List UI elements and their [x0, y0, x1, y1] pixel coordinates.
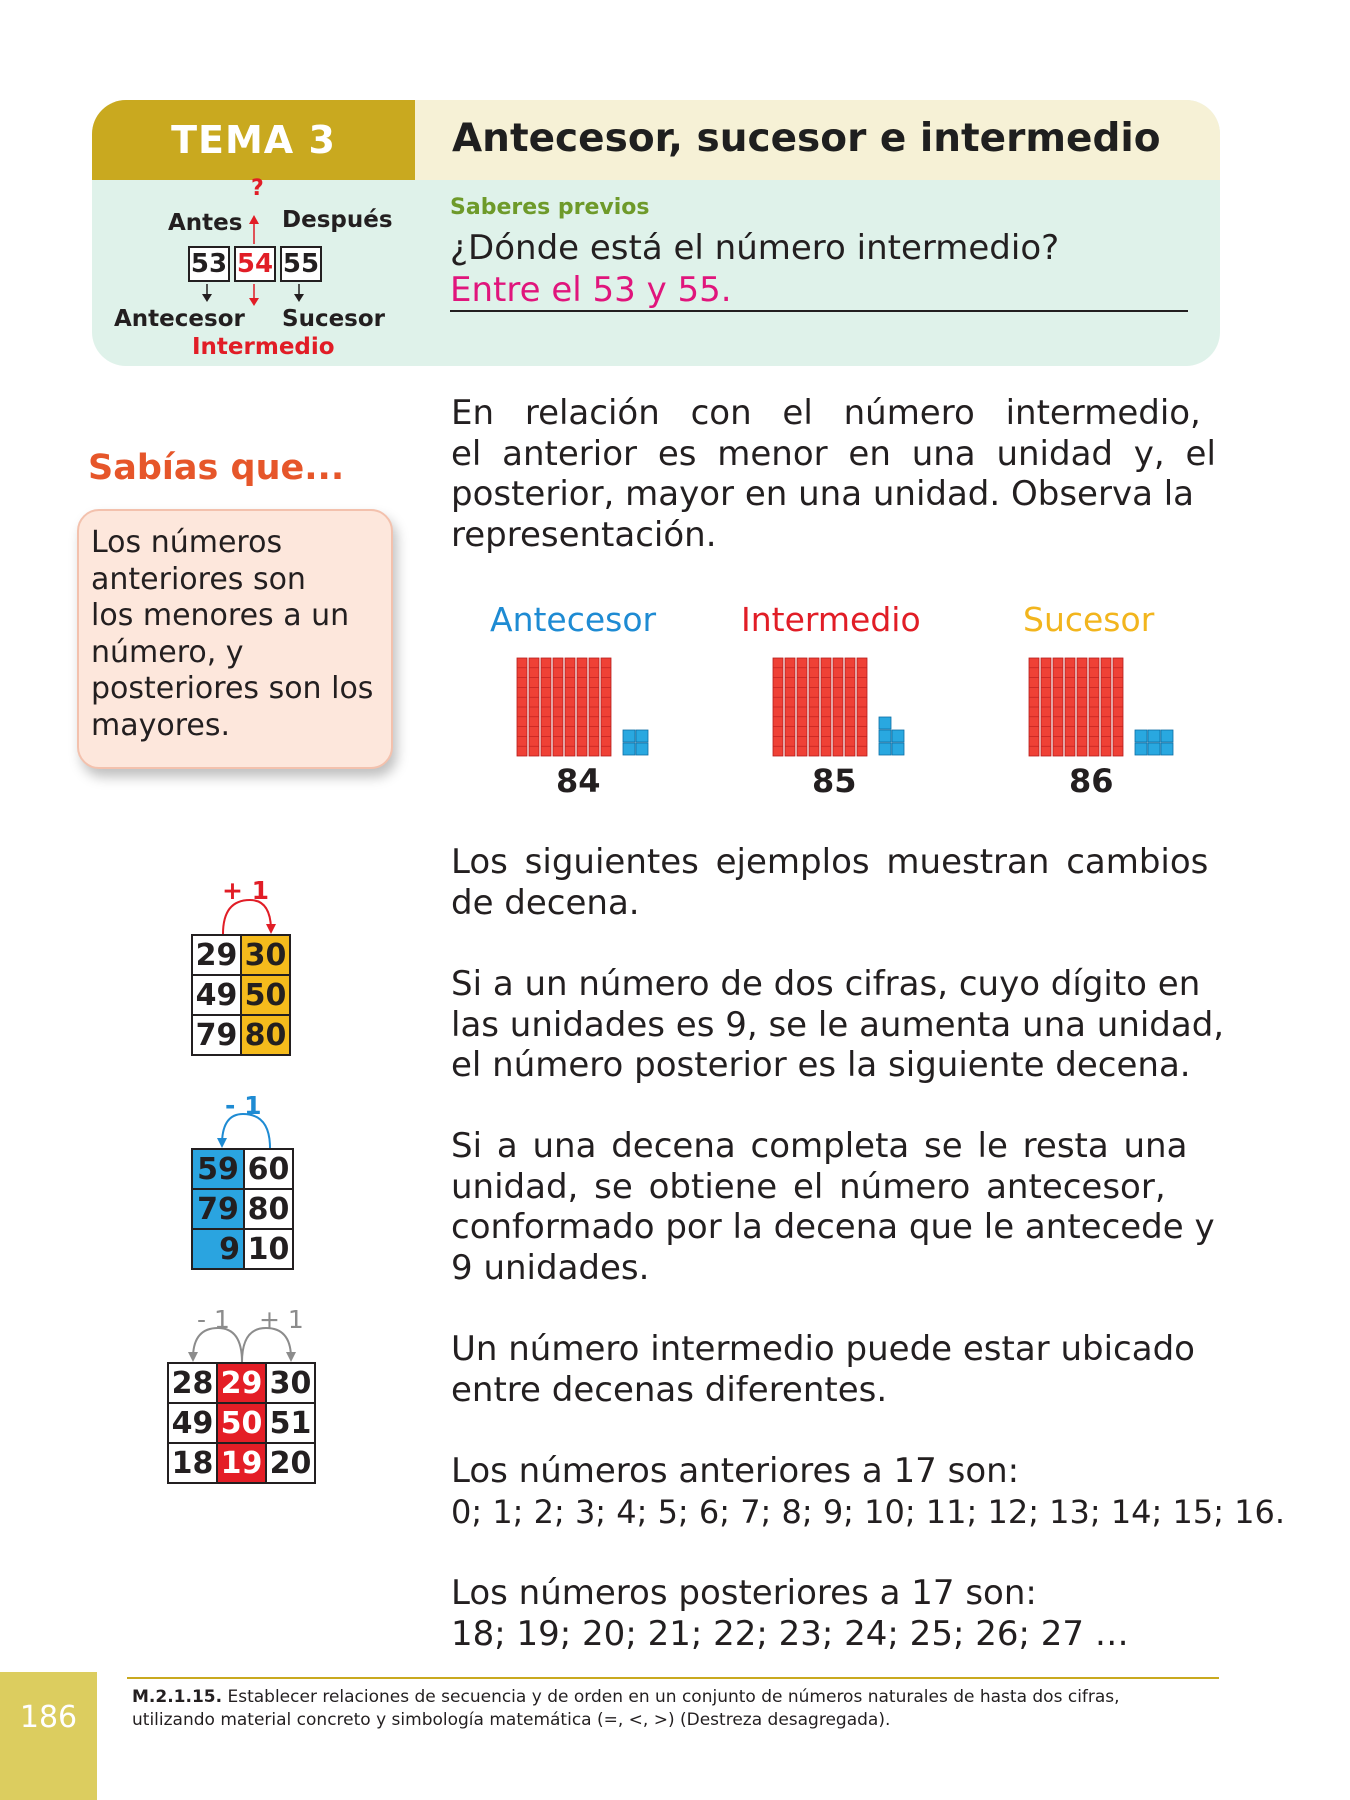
intermediate-block-label: Intermedio — [741, 600, 921, 639]
intermediate-number: 85 — [812, 762, 857, 800]
both-plus-label: + 1 — [259, 1305, 304, 1334]
after-label: Después — [282, 207, 393, 233]
question-mark: ? — [251, 176, 264, 201]
unit-cube — [1135, 743, 1147, 755]
topic-header — [92, 100, 1220, 366]
page-number-tab — [0, 1672, 97, 1800]
successor-box: 55 — [280, 246, 322, 282]
page-number: 186 — [19, 1700, 78, 1735]
unit-cube — [892, 743, 904, 755]
footer-rule — [127, 1677, 1219, 1679]
topic-title: Antecesor, sucesor e intermedio — [452, 116, 1161, 161]
plus-one-label: + 1 — [222, 876, 270, 905]
unit-cube — [879, 743, 891, 755]
blocks-drawing — [450, 650, 1220, 760]
successor-block-label: Sucesor — [1023, 600, 1155, 639]
predecessor-box: 53 — [188, 246, 230, 282]
predecessor-block-label: Antecesor — [490, 600, 657, 639]
unit-cube — [1161, 743, 1173, 755]
plus-one-table: 29 30 49 50 79 80 — [191, 934, 291, 1056]
both-minus-label: - 1 — [197, 1305, 230, 1334]
answer-underline — [450, 310, 1188, 312]
before-label: Antes — [168, 210, 243, 236]
base-ten-blocks — [450, 590, 1220, 810]
curriculum-note: M.2.1.15. Establecer relaciones de secuencia y de orden en un conjunto de números naturales de hasta dos cifras, utilizando material concreto y simbología matemática (=, <, >) (Destreza desagregada). — [132, 1687, 1120, 1730]
unit-cube — [636, 743, 648, 755]
examples-paragraph-6: Los números posteriores a 17 son: 18; 19; 20; 21; 22; 23; 24; 25; 26; 27 … — [451, 1573, 1129, 1654]
did-you-know-text: Los números anteriores son los menores a un número, y posteriores son los mayores. — [91, 525, 374, 743]
diagram-arrows — [182, 200, 342, 310]
successor-label: Sucesor — [282, 306, 386, 332]
examples-paragraph-2: Si a un número de dos cifras, cuyo dígito en las unidades es 9, se le aumenta una unidad, el número posterior es la siguiente decena. — [451, 964, 1225, 1085]
predecessor-number: 84 — [556, 762, 601, 800]
block-group-1 — [517, 658, 648, 756]
did-you-know-title: Sabías que... — [88, 448, 345, 488]
examples-paragraph-3: Si a una decena completa se le resta una unidad, se obtiene el número antecesor, conformado por la decena que le antecede y 9 unidades. — [451, 1126, 1215, 1288]
topic-number: TEMA 3 — [92, 100, 415, 180]
unit-cube — [1148, 743, 1160, 755]
minus-one-arrow — [208, 1108, 278, 1150]
examples-paragraph-5: Los números anteriores a 17 son: 0; 1; 2; 3; 4; 5; 6; 7; 8; 9; 10; 11; 12; 13; 14; 15; 16. — [451, 1451, 1286, 1531]
block-group-2 — [773, 658, 904, 756]
predecessor-label: Antecesor — [114, 306, 245, 332]
unit-cube — [623, 743, 635, 755]
did-you-know-box — [77, 509, 393, 769]
plus-one-arrow — [215, 894, 285, 936]
prior-knowledge-label: Saberes previos — [450, 195, 650, 220]
prior-knowledge-answer: Entre el 53 y 55. — [450, 270, 732, 310]
unit-cube — [623, 730, 635, 742]
prior-knowledge-question: ¿Dónde está el número intermedio? — [450, 228, 1060, 268]
minus-one-label: - 1 — [225, 1091, 262, 1120]
examples-paragraph-4: Un número intermedio puede estar ubicado entre decenas diferentes. — [451, 1329, 1195, 1410]
successor-number: 86 — [1069, 762, 1114, 800]
unit-cube — [879, 717, 891, 729]
intermediate-box: 54 — [234, 246, 276, 282]
unit-cube — [636, 730, 648, 742]
intermediate-table: 28 29 30 49 50 51 18 19 20 — [167, 1362, 316, 1484]
unit-cube — [879, 730, 891, 742]
unit-cube — [1148, 730, 1160, 742]
examples-paragraph-1: Los siguientes ejemplos muestran cambios de decena. — [451, 842, 1209, 923]
minus-one-table: 59 60 79 80 9 10 — [191, 1148, 294, 1270]
unit-cube — [1135, 730, 1147, 742]
unit-cube — [892, 730, 904, 742]
intro-paragraph: En relación con el número intermedio, el anterior es menor en una unidad y, el posterior, mayor en una unidad. Observa la representación. — [451, 393, 1216, 555]
block-group-3 — [1029, 658, 1173, 756]
both-arrows — [180, 1322, 310, 1364]
intermediate-label: Intermedio — [192, 334, 335, 360]
unit-cube — [1161, 730, 1173, 742]
